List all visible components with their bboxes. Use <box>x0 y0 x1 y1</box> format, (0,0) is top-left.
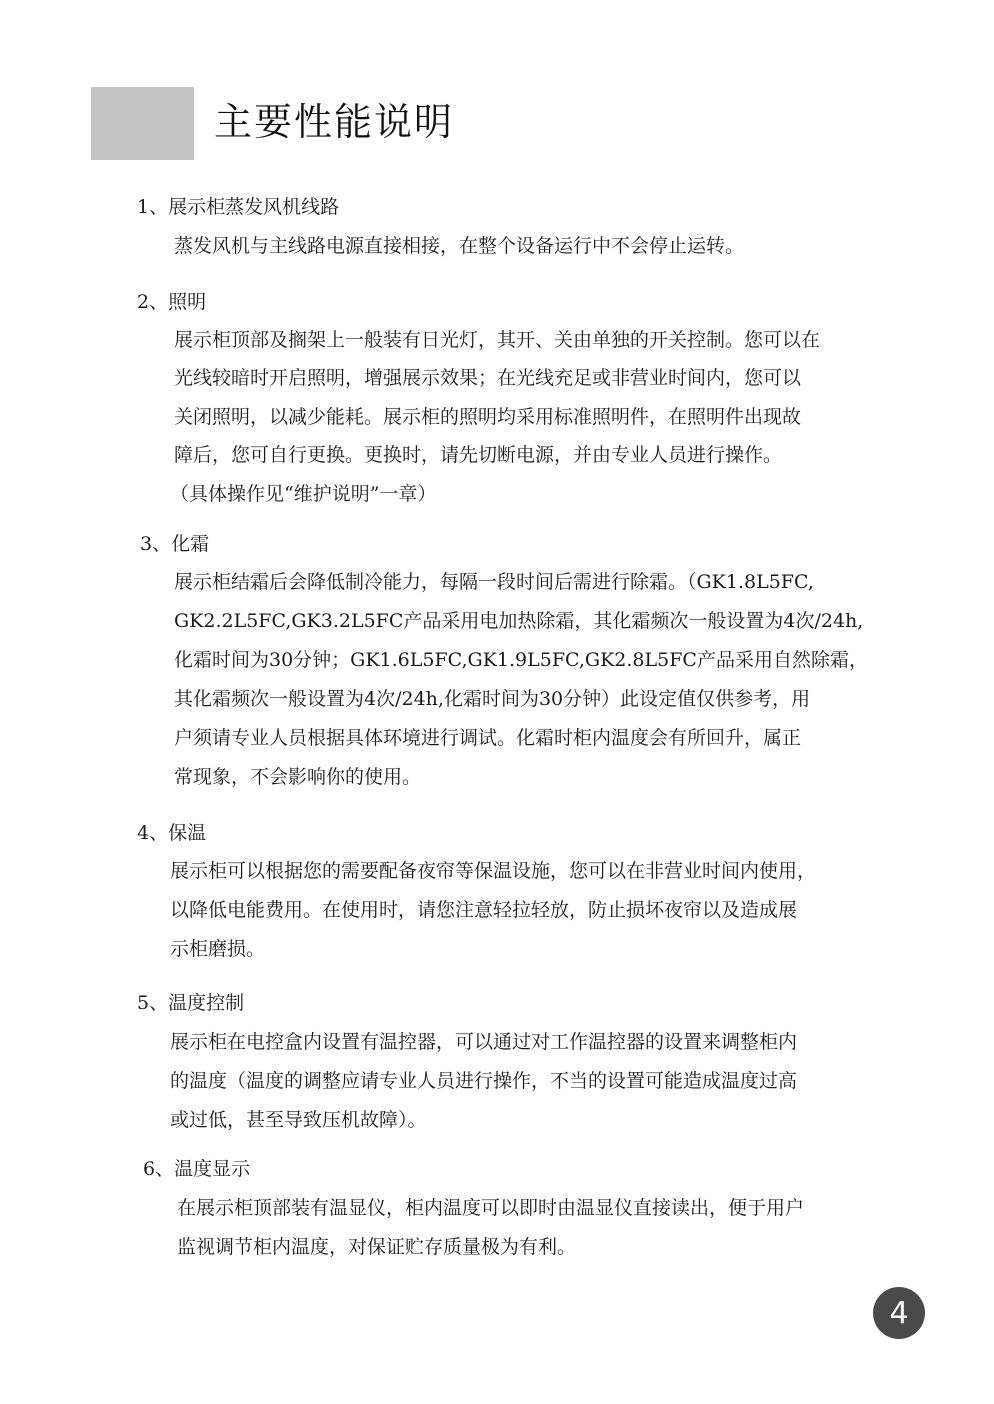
paragraph-line: 光线较暗时开启照明，增强展示效果；在光线充足或非营业时间内，您可以 <box>174 367 802 389</box>
paragraph-line: 户须请专业人员根据具体环境进行调试。化霜时柜内温度会有所回升，属正 <box>174 727 802 749</box>
paragraph-line: 化霜时间为30分钟；GK1.6L5FC,GK1.9L5FC,GK2.8L5FC产品采用自然除霜， <box>174 649 868 671</box>
paragraph-line: 其化霜频次一般设置为4次/24h,化霜时间为30分钟）此设定值仅供参考，用 <box>174 688 811 710</box>
title-gray-block <box>91 87 194 160</box>
paragraph-line: 关闭照明，以减少能耗。展示柜的照明均采用标准照明件，在照明件出现故 <box>174 406 802 428</box>
paragraph-line: （具体操作见“维护说明”一章） <box>170 483 437 505</box>
section-heading: 2、照明 <box>137 291 207 313</box>
paragraph-line: 常现象，不会影响你的使用。 <box>174 766 422 788</box>
page-number-badge: 4 <box>873 1287 925 1339</box>
paragraph-line: 以降低电能费用。在使用时，请您注意轻拉轻放，防止损坏夜帘以及造成展 <box>170 899 798 921</box>
paragraph-line: 示柜磨损。 <box>170 938 266 960</box>
paragraph-line: 监视调节柜内温度，对保证贮存质量极为有利。 <box>177 1236 577 1258</box>
section-heading: 5、温度控制 <box>137 992 245 1014</box>
paragraph-line: 的温度（温度的调整应请专业人员进行操作，不当的设置可能造成温度过高 <box>170 1070 798 1092</box>
page-title: 主要性能说明 <box>214 100 455 144</box>
section-heading: 3、化霜 <box>140 533 210 555</box>
paragraph-line: 蒸发风机与主线路电源直接相接，在整个设备运行中不会停止运转。 <box>174 235 745 257</box>
paragraph-line: 障后，您可自行更换。更换时，请先切断电源，并由专业人员进行操作。 <box>174 444 783 466</box>
section-heading: 4、保温 <box>137 822 207 844</box>
paragraph-line: 展示柜可以根据您的需要配备夜帘等保温设施，您可以在非营业时间内使用， <box>170 860 817 882</box>
paragraph-line: 或过低，甚至导致压机故障）。 <box>170 1109 427 1131</box>
section-heading: 6、温度显示 <box>143 1158 251 1180</box>
paragraph-line: GK2.2L5FC,GK3.2L5FC产品采用电加热除霜，其化霜频次一般设置为4次/24h, <box>174 610 864 632</box>
paragraph-line: 展示柜结霜后会降低制冷能力，每隔一段时间后需进行除霜。（GK1.8L5FC, <box>174 571 814 593</box>
paragraph-line: 在展示柜顶部装有温显仪，柜内温度可以即时由温显仪直接读出，便于用户 <box>177 1197 805 1219</box>
paragraph-line: 展示柜顶部及搁架上一般装有日光灯，其开、关由单独的开关控制。您可以在 <box>174 329 821 351</box>
section-heading: 1、展示柜蒸发风机线路 <box>137 196 340 218</box>
paragraph-line: 展示柜在电控盒内设置有温控器，可以通过对工作温控器的设置来调整柜内 <box>170 1031 798 1053</box>
